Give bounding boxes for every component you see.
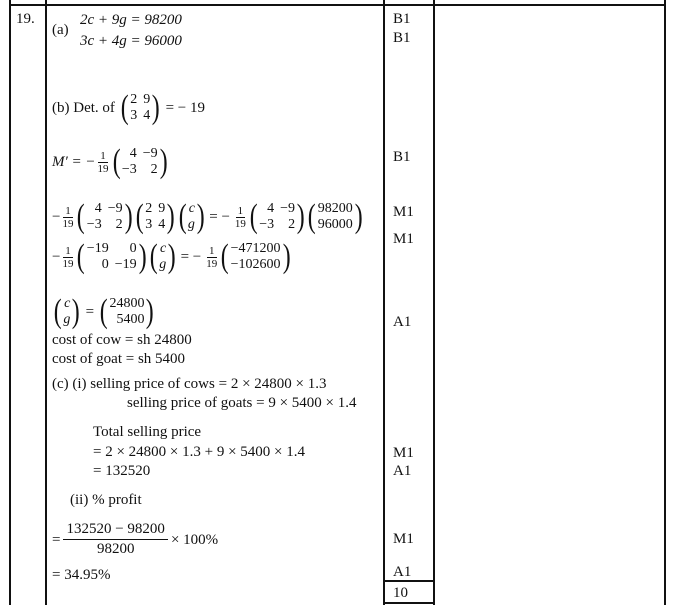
table-border-top (9, 4, 666, 6)
mark-a1-profit: A1 (393, 564, 412, 580)
equation-2: 3c + 4g = 96000 (80, 33, 182, 49)
total-bottomline (383, 602, 434, 604)
selling-price-goats: selling price of goats = 9 × 5400 × 1.4 (127, 395, 357, 411)
table-border-left (9, 0, 11, 605)
total-selling-price-label: Total selling price (93, 424, 202, 440)
mark-a1-solution: A1 (393, 314, 412, 330)
mark-total: 10 (393, 585, 408, 601)
mark-b1-eq1: B1 (393, 11, 411, 27)
cost-of-cow: cost of cow = sh 24800 (52, 332, 192, 348)
one-over-19: $\frac{1}{19}$ (97, 149, 109, 175)
inverse-matrix: ( 4 −3 −9 2 ) (112, 143, 168, 180)
inverse-lhs: M′ = − (52, 154, 96, 170)
part-a-label: (a) (52, 22, 69, 38)
column-divider-marks (383, 0, 385, 605)
percent-profit-label: (ii) % profit (70, 492, 142, 508)
cost-of-goat: cost of goat = sh 5400 (52, 351, 186, 367)
premultiply-step: − $\frac{1}{19}$ ( 4 −3 −9 2 ) ( 2 3 9 4 ) ( c g ) = − $\frac{1}{19}$ ( 4 −3 −9 2 ) ( 98200 96000 ) (52, 198, 363, 235)
column-divider-comments (433, 0, 435, 605)
mark-m1-step1: M1 (393, 204, 414, 220)
total-selling-price-expression: = 2 × 24800 × 1.3 + 9 × 5400 × 1.4 (93, 444, 306, 460)
equation-1: 2c + 9g = 98200 (80, 12, 182, 28)
simplified-step: − $\frac{1}{19}$ ( −19 0 0 −19 ) ( c g ) = − $\frac{1}{19}$ ( −471200 −102600 ) (52, 238, 291, 275)
determinant-result: = − 19 (165, 100, 205, 116)
solution-vector-line: ( c g ) = ( 24800 5400 ) (53, 293, 155, 330)
mark-m1-step2: M1 (393, 231, 414, 247)
mark-b1-inverse: B1 (393, 149, 411, 165)
mark-m1-total: M1 (393, 445, 414, 461)
mark-b1-eq2: B1 (393, 30, 411, 46)
selling-price-cows: (c) (i) selling price of cows = 2 × 24800 × 1.3 (52, 376, 327, 392)
determinant-matrix: ( 2 3 9 4 ) (120, 89, 160, 126)
mark-a1-total: A1 (393, 463, 412, 479)
determinant-line (52, 91, 205, 125)
determinant-label: (b) Det. of (52, 100, 115, 116)
percent-profit-result: = 34.95% (52, 567, 111, 583)
percent-profit-fraction: = $\frac{132520 - 98200}{98200}$ × 100% (52, 521, 219, 557)
inverse-line (52, 145, 169, 179)
question-number: 19. (16, 11, 35, 27)
mark-m1-profit: M1 (393, 531, 414, 547)
table-border-right (664, 0, 666, 605)
column-divider-number (45, 0, 47, 605)
total-selling-price-value: = 132520 (93, 463, 151, 479)
